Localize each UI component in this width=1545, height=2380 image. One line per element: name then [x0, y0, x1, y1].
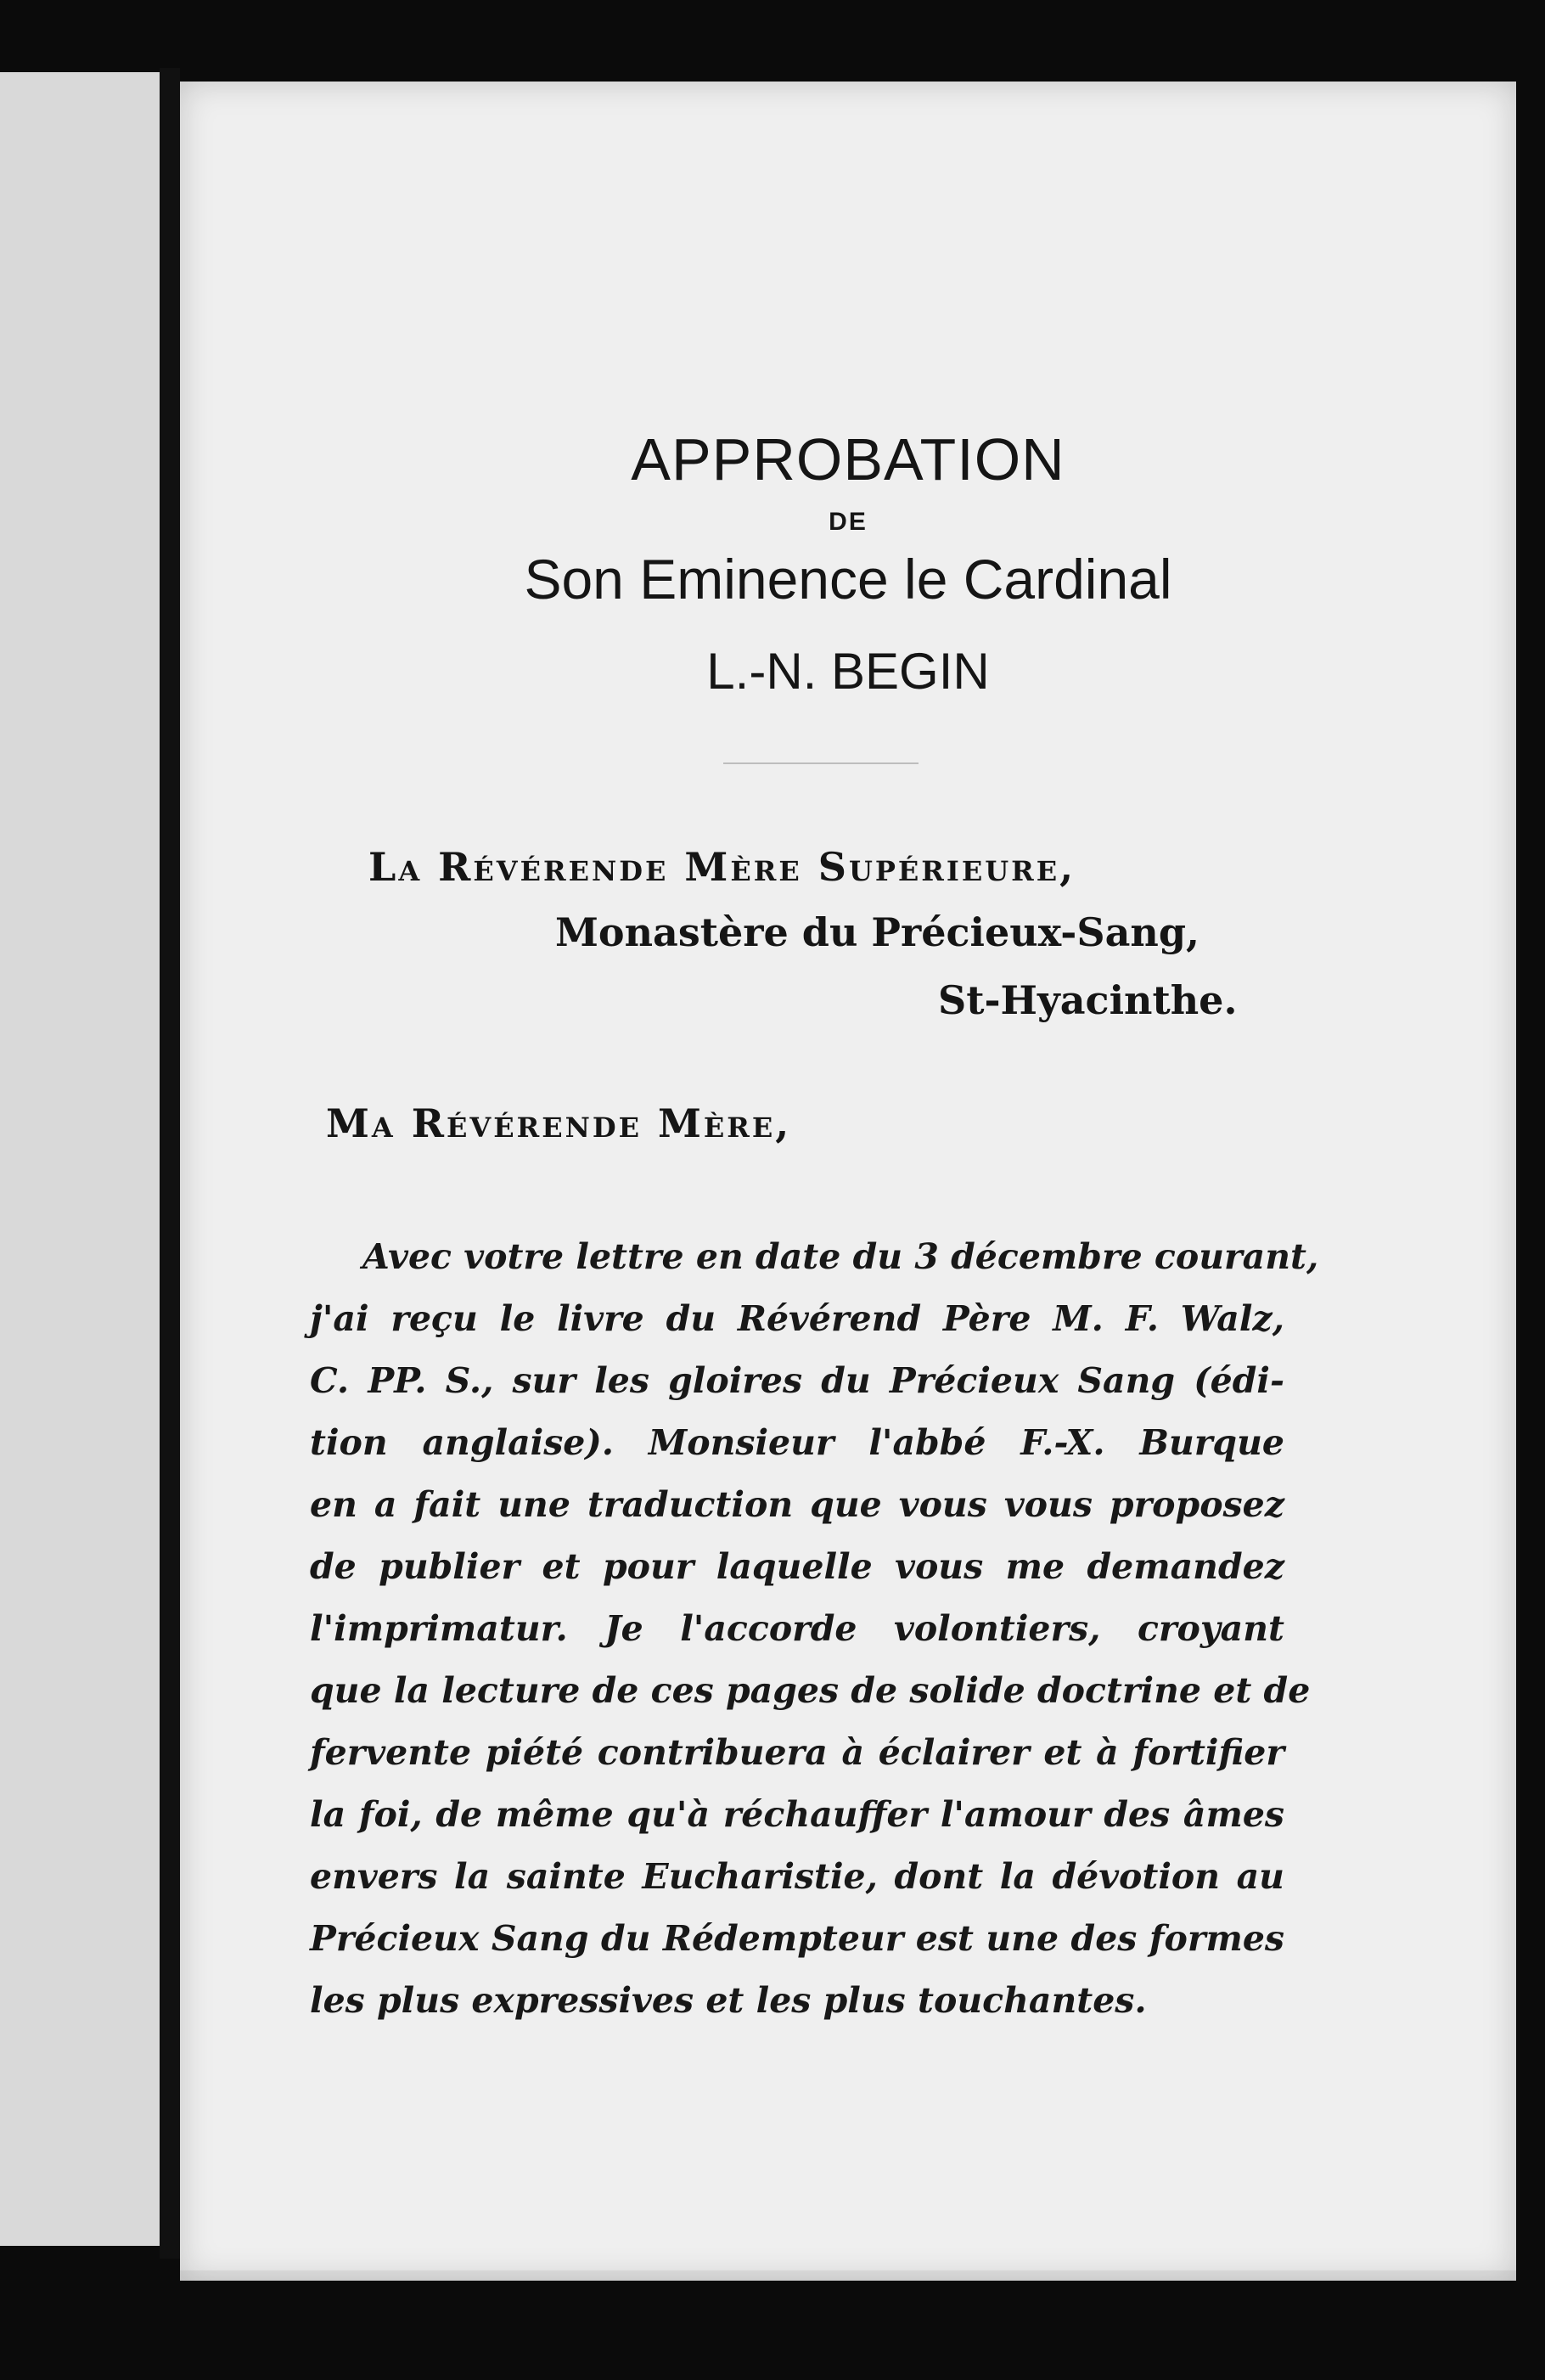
address-line-recipient: La Révérende Mère Supérieure, [368, 844, 1076, 890]
page-title: APPROBATION [631, 426, 1065, 492]
book-gutter [160, 68, 180, 2259]
facing-page-edge [0, 72, 160, 2246]
document-page [180, 82, 1516, 2281]
page-bottom-edge [180, 2270, 1516, 2281]
body-line: Avec votre lettre en date du 3 décembre courant, [362, 1236, 1319, 1277]
body-line: que la lecture de ces pages de solide doctrine et de [310, 1670, 1311, 1711]
body-line: C. PP. S., sur les gloires du Précieux Sang (édi- [310, 1360, 1284, 1401]
body-line: fervente piété contribuera à éclairer et à fortifier [310, 1732, 1284, 1773]
divider-rule [723, 762, 919, 764]
letter-body [310, 1226, 1319, 2032]
body-line: envers la sainte Eucharistie, dont la dévotion au [310, 1856, 1284, 1897]
body-line: l'imprimatur. Je l'accorde volontiers, croyant [310, 1608, 1284, 1649]
body-line: Précieux Sang du Rédempteur est une des formes [310, 1918, 1284, 1959]
address-line-city: St-Hyacinthe. [938, 977, 1238, 1023]
body-line: j'ai reçu le livre du Révérend Père M. F. Walz, [310, 1298, 1284, 1339]
title-connector: DE [829, 508, 868, 536]
body-line: tion anglaise). Monsieur l'abbé F.-X. Burque [310, 1422, 1284, 1463]
body-line: de publier et pour laquelle vous me demandez [310, 1546, 1284, 1587]
body-line: la foi, de même qu'à réchauffer l'amour des âmes [310, 1794, 1284, 1835]
body-line: en a fait une traduction que vous vous proposez [310, 1484, 1284, 1525]
salutation: Ma Révérende Mère, [326, 1100, 792, 1146]
address-line-monastery: Monastère du Précieux-Sang, [555, 909, 1200, 955]
title-cardinal-name: L.-N. BEGIN [706, 643, 990, 700]
body-line: les plus expressives et les plus touchantes. [310, 1980, 1147, 2021]
title-eminence: Son Eminence le Cardinal [524, 548, 1172, 610]
